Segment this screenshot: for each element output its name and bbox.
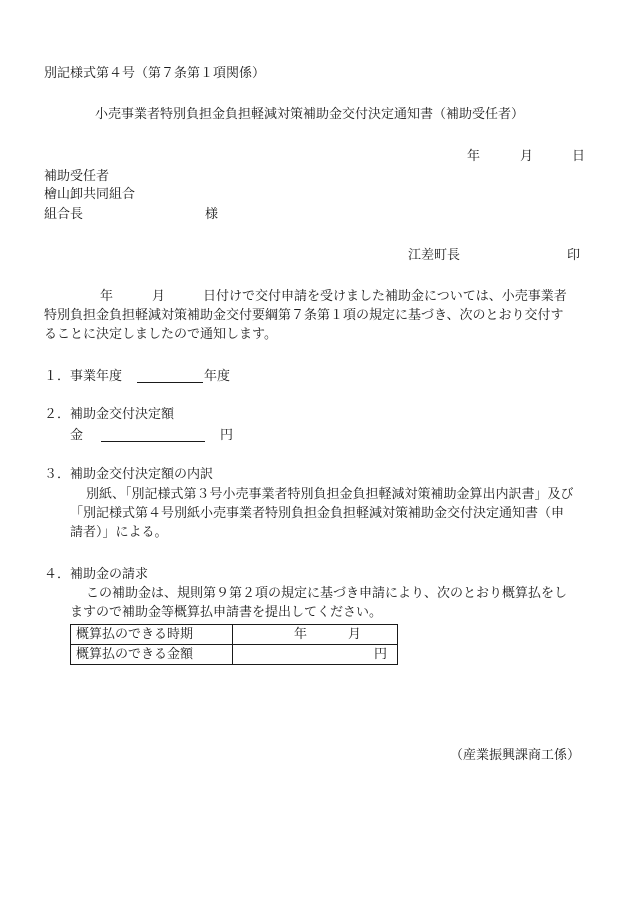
item2-label: ２．補助金交付決定額 — [44, 407, 175, 422]
date-month-label: 月 — [520, 149, 534, 164]
item4-label: ４．補助金の請求 — [44, 567, 149, 582]
item1-blank — [137, 370, 203, 384]
item2-blank — [101, 429, 205, 443]
item1-label: １．事業年度 — [44, 369, 123, 384]
table-row — [71, 625, 398, 645]
advance-timing-label: 概算払のできる時期 — [71, 625, 233, 645]
body-line3: ることに決定しましたので通知します。 — [44, 327, 277, 342]
advance-amount-yen: 円 — [374, 647, 388, 662]
item3-line3: 請者）」による。 — [70, 525, 168, 540]
date-year-label: 年 — [467, 149, 481, 164]
body-line1: 日付けで交付申請を受けました補助金については、小売事業者 — [203, 289, 567, 304]
item4-line2: ますので補助金等概算払申請書を提出してください。 — [70, 605, 383, 620]
item2-prefix: 金 — [70, 428, 84, 443]
item2-suffix: 円 — [220, 428, 234, 443]
advance-amount-value — [233, 645, 398, 665]
item4-line1: この補助金は、規則第９第２項の規定に基づき申請により、次のとおり概算払をし — [86, 586, 568, 601]
department-footer: （産業振興課商工係） — [450, 748, 581, 763]
advance-timing-month: 月 — [348, 627, 362, 642]
recipient-role: 補助受任者 — [44, 169, 110, 184]
advance-timing-value — [233, 625, 398, 645]
advance-payment-table — [70, 624, 398, 665]
table-row — [71, 645, 398, 665]
body-year-label: 年 — [100, 289, 114, 304]
body-month-label: 月 — [152, 289, 166, 304]
item1-suffix: 年度 — [204, 369, 231, 384]
advance-amount-label: 概算払のできる金額 — [71, 645, 233, 665]
item3-line2: 「別記様式第４号別紙小売事業者特別負担金負担軽減対策補助金交付決定通知書（申 — [70, 506, 565, 521]
item3-line1: 別紙、「別記様式第３号小売事業者特別負担金負担軽減対策補助金算出内訳書」及び — [86, 487, 574, 502]
recipient-organization: 檜山卸共同組合 — [44, 187, 136, 202]
recipient-title: 組合長 — [44, 207, 84, 222]
recipient-honorific: 様 — [205, 207, 219, 222]
form-number: 別記様式第４号（第７条第１項関係） — [44, 66, 266, 81]
advance-timing-year: 年 — [294, 627, 308, 642]
date-day-label: 日 — [572, 149, 586, 164]
issuer-seal: 印 — [567, 248, 581, 263]
issuer-name: 江差町長 — [408, 248, 461, 263]
body-line2: 特別負担金負担軽減対策補助金交付要綱第７条第１項の規定に基づき、次のとおり交付す — [44, 308, 564, 323]
document-title: 小売事業者特別負担金負担軽減対策補助金交付決定通知書（補助受任者） — [95, 107, 525, 122]
item3-label: ３．補助金交付決定額の内訳 — [44, 467, 214, 482]
